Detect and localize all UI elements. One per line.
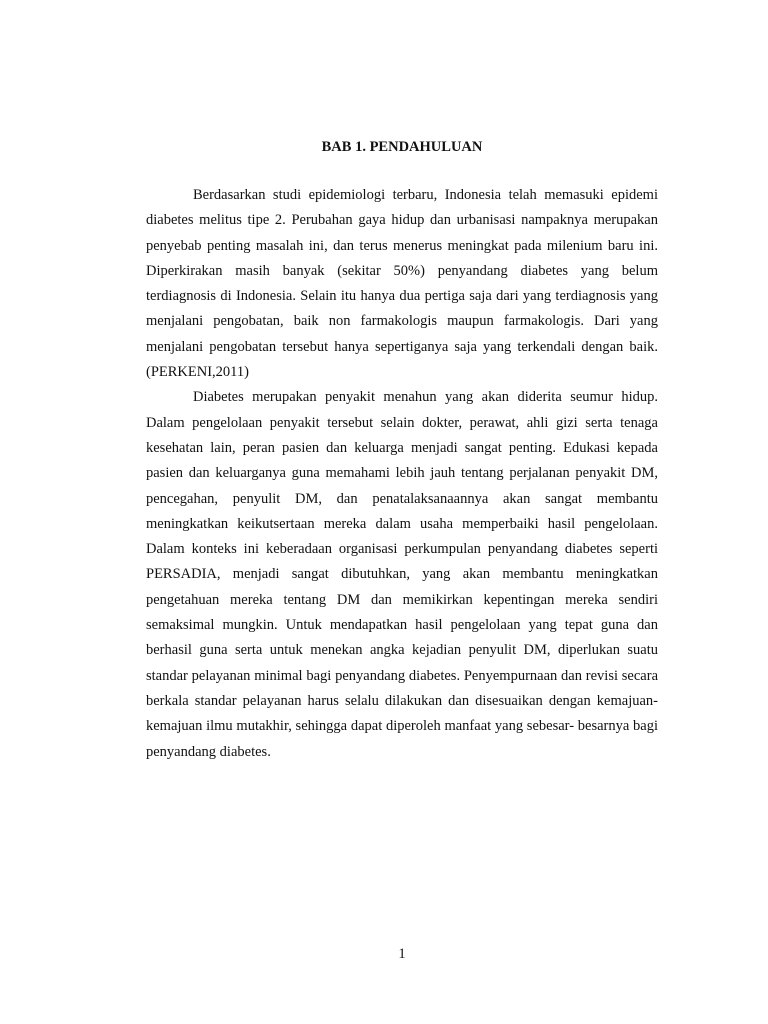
body-text	[146, 183, 658, 765]
chapter-title: BAB 1. PENDAHULUAN	[321, 139, 483, 155]
paragraph-1: Berdasarkan studi epidemiologi terbaru, Indonesia telah memasuki epidemi diabetes melitus tipe 2. Perubahan gaya hidup dan urbanisasi nampaknya merupakan penyebab penting masalah ini, dan terus menerus meningkat pada milenium baru ini. Diperkirakan masih banyak (sekitar 50%) penyandang diabetes yang belum terdiagnosis di Indonesia. Selain itu hanya dua pertiga saja dari yang terdiagnosis yang menjalani pengobatan, baik non farmakologis maupun farmakologis. Dari yang menjalani pengobatan tersebut hanya sepertiganya saja yang terkendali dengan baik. (PERKENI,2011)	[146, 187, 658, 381]
paragraph-2: Diabetes merupakan penyakit menahun yang akan diderita seumur hidup. Dalam pengelolaan penyakit tersebut selain dokter, perawat, ahli gizi serta tenaga kesehatan lain, peran pasien dan keluarga menjadi sangat penting. Edukasi kepada pasien dan keluarganya guna memahami lebih jauh tentang perjalanan penyakit DM, pencegahan, penyulit DM, dan penatalaksanaannya akan sangat membantu meningkatkan keikutsertaan mereka dalam usaha memperbaiki hasil pengelolaan. Dalam konteks ini keberadaan organisasi perkumpulan penyandang diabetes seperti PERSADIA, menjadi sangat dibutuhkan, yang akan membantu meningkatkan pengetahuan mereka tentang DM dan memikirkan kepentingan mereka sendiri semaksimal mungkin. Untuk mendapatkan hasil pengelolaan yang tepat guna dan berhasil guna serta untuk menekan angka kejadian penyulit DM, diperlukan suatu standar pelayanan minimal bagi penyandang diabetes. Penyempurnaan dan revisi secara berkala standar pelayanan harus selalu dilakukan dan disesuaikan dengan kemajuan-kemajuan ilmu mutakhir, sehingga dapat diperoleh manfaat yang sebesar- besarnya bagi penyandang diabetes.	[146, 389, 658, 760]
page-number: 1	[398, 946, 406, 962]
